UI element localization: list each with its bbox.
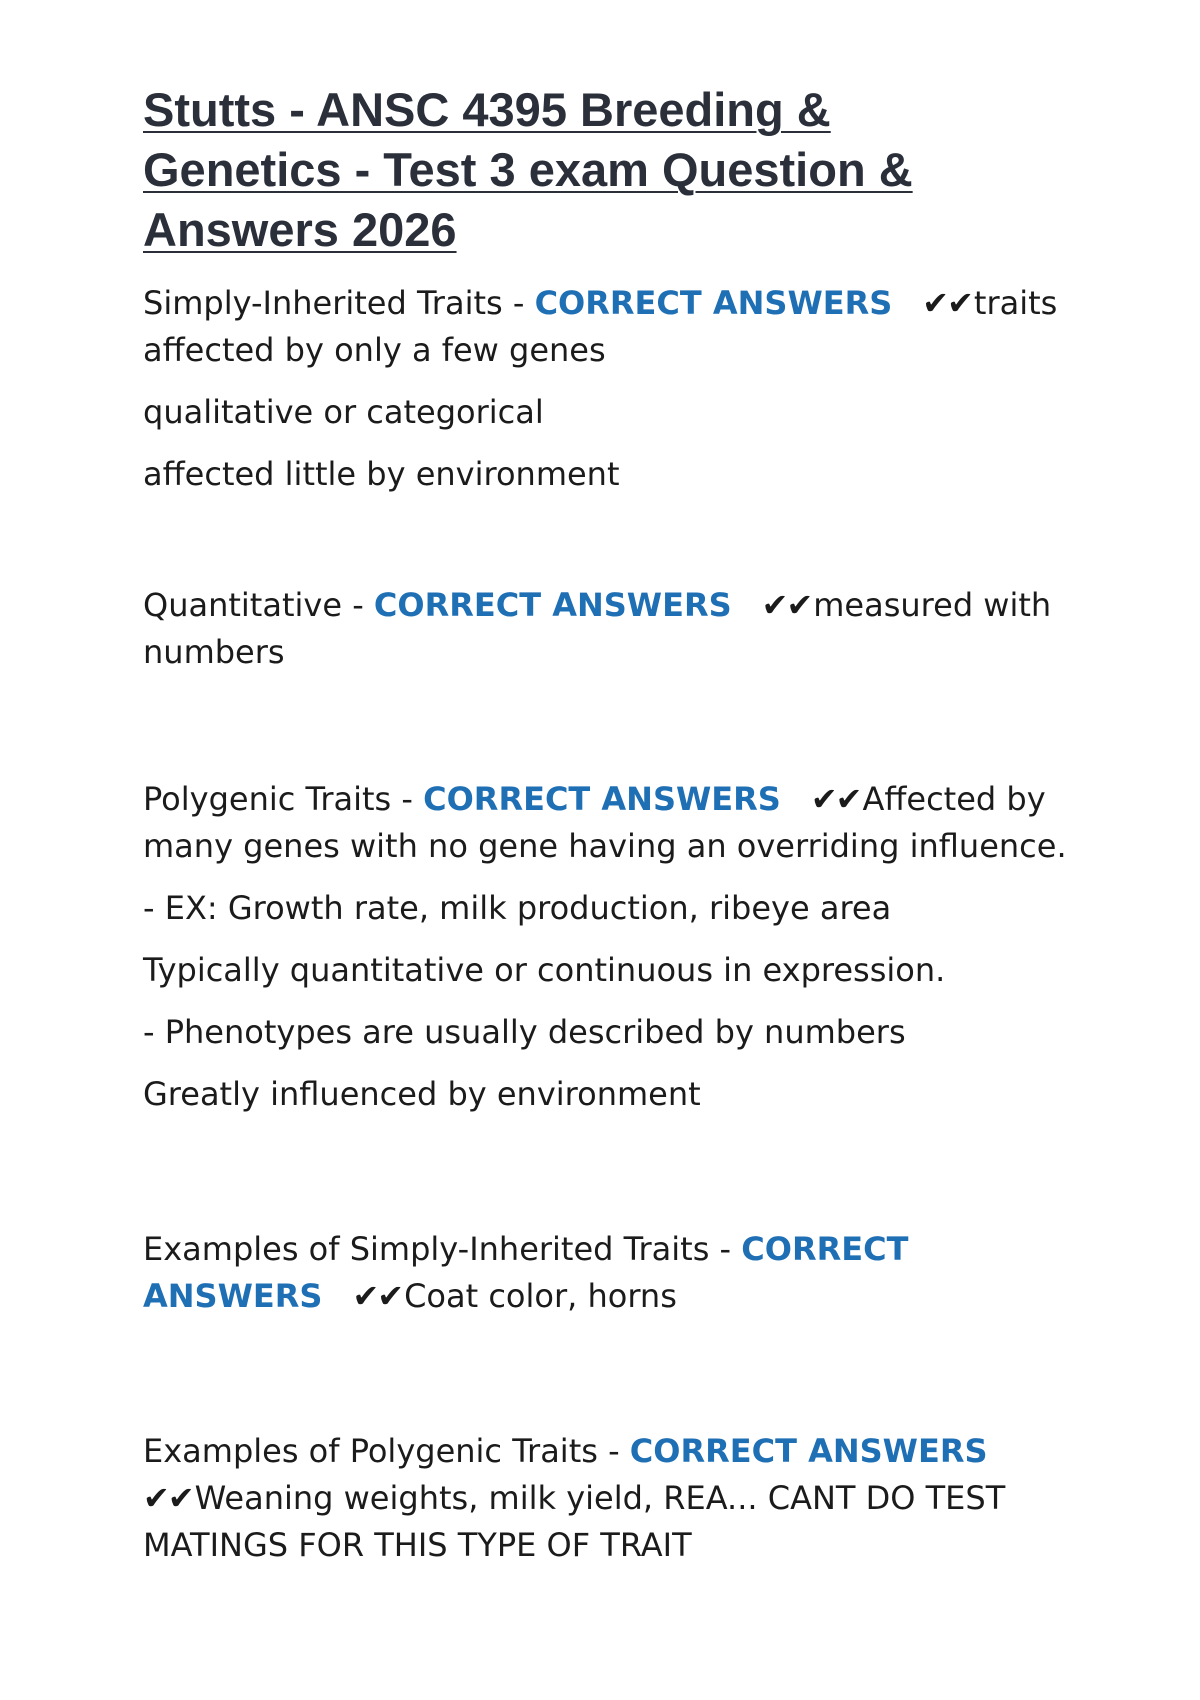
answer-text: traits (973, 284, 1058, 322)
title-line: Genetics - Test 3 exam Question & (143, 143, 913, 196)
correct-answers-tag: CORRECT ANSWERS (534, 284, 893, 322)
qa-entry-simply-inherited (143, 280, 1083, 498)
check-mark-icon: ✔✔ (810, 780, 861, 818)
qa-entry-polygenic (143, 776, 1083, 1118)
document-title (143, 80, 1083, 260)
answer-text: numbers (143, 633, 285, 671)
answer-detail: - EX: Growth rate, milk production, ribeye area (143, 889, 892, 927)
check-mark-icon: ✔✔ (761, 586, 812, 624)
correct-answers-tag: CORRECT ANSWERS (423, 780, 781, 818)
check-mark-icon: ✔✔ (352, 1277, 403, 1315)
answer-text: many genes with no gene having an overriding influence. (143, 827, 1067, 865)
correct-answers-tag: CORRECT (741, 1230, 909, 1268)
answer-detail: Greatly influenced by environment (143, 1075, 701, 1113)
correct-answers-tag: ANSWERS (143, 1277, 323, 1315)
answer-text: Coat color, horns (404, 1277, 677, 1315)
answer-detail: - Phenotypes are usually described by numbers (143, 1013, 906, 1051)
term: Examples of Simply-Inherited Traits - (143, 1230, 742, 1268)
answer-detail: qualitative or categorical (143, 393, 544, 431)
check-mark-icon: ✔✔ (922, 284, 972, 322)
answer-text: affected by only a few genes (143, 331, 606, 369)
term: Simply-Inherited Traits - (143, 284, 535, 322)
term: Examples of Polygenic Traits - (143, 1432, 630, 1470)
term: Polygenic Traits - (143, 780, 424, 818)
answer-text: Affected by (862, 780, 1046, 818)
answer-text: Weaning weights, milk yield, REA... CANT DO TEST (194, 1479, 1006, 1517)
term: Quantitative - (143, 586, 374, 624)
qa-entry-quantitative (143, 582, 1083, 676)
answer-text: measured with (813, 586, 1052, 624)
check-mark-icon: ✔✔ (143, 1479, 193, 1517)
correct-answers-tag: CORRECT ANSWERS (373, 586, 732, 624)
title-line: Answers 2026 (143, 203, 457, 256)
answer-detail: Typically quantitative or continuous in expression. (143, 951, 946, 989)
qa-entry-examples-polygenic (143, 1428, 1083, 1569)
correct-answers-tag: CORRECT ANSWERS (629, 1432, 988, 1470)
answer-text: MATINGS FOR THIS TYPE OF TRAIT (143, 1526, 692, 1564)
title-line: Stutts - ANSC 4395 Breeding & (143, 83, 831, 136)
qa-entry-examples-simply-inherited (143, 1226, 1083, 1320)
document-page (143, 80, 1083, 1569)
answer-detail: affected little by environment (143, 455, 620, 493)
